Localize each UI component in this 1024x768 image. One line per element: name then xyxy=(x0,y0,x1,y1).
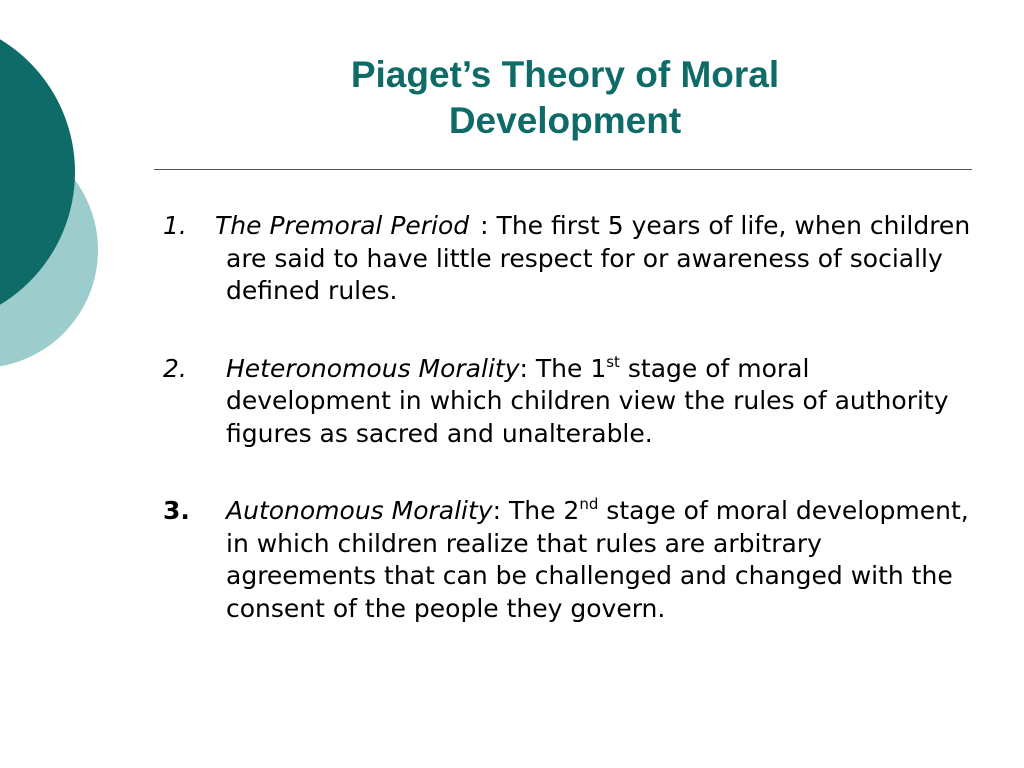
item-number: 3. xyxy=(163,496,190,525)
item-text-before: : The 1 xyxy=(519,353,607,383)
item-term: The Premoral Period xyxy=(215,211,470,240)
title-divider xyxy=(154,169,972,170)
item-text-before: : The 2 xyxy=(492,496,580,525)
item-superscript: st xyxy=(606,352,620,371)
item-text-after: stage of moral development, in which children realize that rules are arbitrary agreements that can be challenged and changed with the consent of the people they govern. xyxy=(226,496,969,623)
title-line-1: Piaget’s Theory of Moral xyxy=(350,54,780,95)
list-item-heteronomous xyxy=(163,353,973,451)
item-description: : The first 5 years of life, when children are said to have little respect for or awareness of socially defined rules. xyxy=(226,211,971,305)
item-term: Heteronomous Morality xyxy=(226,353,520,383)
list-item-autonomous xyxy=(163,495,973,625)
title-line-2: Development xyxy=(448,100,682,141)
list-item-premoral xyxy=(163,210,973,308)
item-number: 2. xyxy=(163,353,187,383)
decorative-circles xyxy=(0,0,110,400)
slide-title xyxy=(200,52,930,144)
content-list xyxy=(163,210,973,670)
item-text-after: stage of moral development in which children view the rules of authority figures as sacred and unalterable. xyxy=(226,353,949,448)
item-term: Autonomous Morality xyxy=(226,496,493,525)
item-superscript: nd xyxy=(579,495,599,513)
item-number: 1. xyxy=(163,211,187,240)
